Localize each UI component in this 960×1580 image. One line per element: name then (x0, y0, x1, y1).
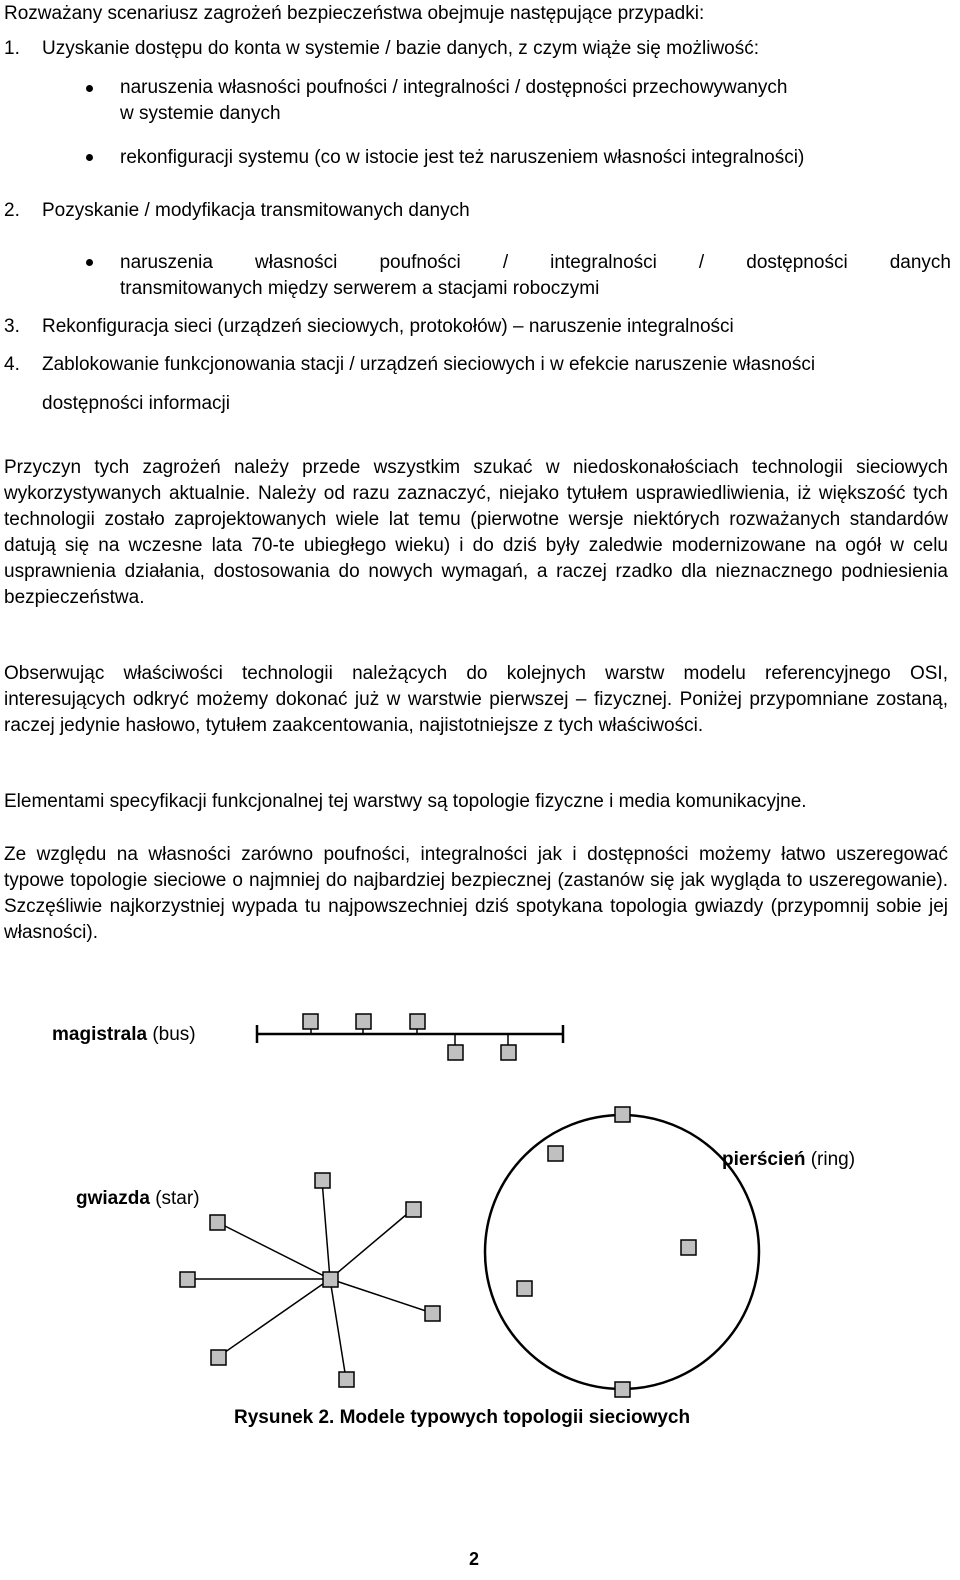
ring-node (548, 1146, 563, 1161)
item-2-bullet-1-line1: naruszenia własności poufności / integralności / dostępności danych (120, 252, 951, 273)
item-2-bullet-1-line2: transmitowanych między serwerem a stacjami roboczymi (120, 278, 600, 299)
intro-text: Rozważany scenariusz zagrożeń bezpieczeństwa obejmuje następujące przypadki: (4, 3, 705, 24)
bus-node (303, 1014, 318, 1029)
star-node (339, 1372, 354, 1387)
star-node (180, 1272, 195, 1287)
ring-node (615, 1107, 630, 1122)
bus-node (448, 1045, 463, 1060)
item-4-text: Zablokowanie funkcjonowania stacji / urządzeń sieciowych i w efekcie naruszenie własności (42, 354, 816, 375)
item-1-text: Uzyskanie dostępu do konta w systemie / bazie danych, z czym wiąże się możliwość: (42, 38, 760, 59)
bus-node (501, 1045, 516, 1060)
paragraph-physical-layer: Elementami specyfikacji funkcjonalnej tej warstwy są topologie fizyczne i media komunikacyjne. (4, 791, 807, 812)
bus-label-name: magistrala (52, 1024, 148, 1045)
star-hub (323, 1272, 338, 1287)
item-3-text: Rekonfiguracja sieci (urządzeń sieciowych, protokołów) – naruszenie integralności (42, 316, 734, 337)
item-3-number: 3. (4, 316, 20, 337)
star-node (406, 1202, 421, 1217)
item-1-bullet-2: rekonfiguracji systemu (co w istocie jest też naruszeniem własności integralności) (120, 147, 805, 168)
star-topology (180, 1173, 440, 1387)
star-node (210, 1215, 225, 1230)
bus-label (52, 1024, 196, 1046)
item-1-number: 1. (4, 38, 20, 59)
ring-label-suffix: (ring) (810, 1149, 856, 1170)
bus-topology (257, 1014, 563, 1060)
item-1-bullet-1-line1: naruszenia własności poufności / integralności / dostępności przechowywanych (120, 77, 788, 98)
item-4-number: 4. (4, 354, 20, 375)
paragraph-osi: Obserwując właściwości technologii należących do kolejnych warstw modelu referencyjnego OSI, interesujących odkryć możemy dokonać już w warstwie pierwszej – fizycznej. Poniżej przypomniane zostaną, raczej jedynie hasłowo, tytułem zaakcentowania, najistotniejsze z tych właściwości. (4, 663, 948, 736)
star-node (425, 1306, 440, 1321)
item-2-number: 2. (4, 200, 20, 221)
paragraph-topologies: Ze względu na własności zarówno poufności, integralności jak i dostępności możemy łatwo uszeregować typowe topologie sieciowe o najmniej do najbardziej bezpiecznej (zastanów się jak wygląda to uszeregowanie). Szczęśliwie najkorzystniej wypada tu najpowszechniej dziś spotykana topologia gwiazdy (przypomnij sobie jej własności). (4, 844, 948, 943)
item-4-text-continued: dostępności informacji (42, 393, 230, 414)
bus-node (410, 1014, 425, 1029)
star-node (211, 1350, 226, 1365)
item-1-bullet-1-line2: w systemie danych (120, 103, 281, 124)
ring-topology (485, 1107, 759, 1397)
bus-label-suffix: (bus) (152, 1024, 196, 1045)
paragraph-causes: Przyczyn tych zagrożeń należy przede wszystkim szukać w niedoskonałościach technologii sieciowych wykorzystywanych aktualnie. Należy od razu zaznaczyć, niejako tytułem usprawiedliwienia, iż większość tych technologii zostało zaprojektowanych wiele lat temu (pierwotne wersje niektórych rozważanych standardów datują się na wczesne lata 70-te ubiegłego wieku) i do dziś były zaledwie modernizowane na ogół w celu usprawnienia działania, dostosowania do nowych wymagań, a raczej rzadko dla nieznacznego podniesienia bezpieczeństwa. (4, 457, 948, 608)
star-label-name: gwiazda (76, 1188, 150, 1209)
bus-node (356, 1014, 371, 1029)
star-label (76, 1188, 200, 1210)
figure-caption: Rysunek 2. Modele typowych topologii sieciowych (234, 1407, 691, 1428)
ring-node (615, 1382, 630, 1397)
page-number: 2 (469, 1549, 480, 1569)
ring-node (517, 1281, 532, 1296)
star-node (315, 1173, 330, 1188)
item-2-text: Pozyskanie / modyfikacja transmitowanych danych (42, 200, 470, 221)
star-label-suffix: (star) (155, 1188, 200, 1209)
ring-label-name: pierścień (722, 1149, 806, 1170)
ring-node (681, 1240, 696, 1255)
ring-label (722, 1149, 855, 1171)
